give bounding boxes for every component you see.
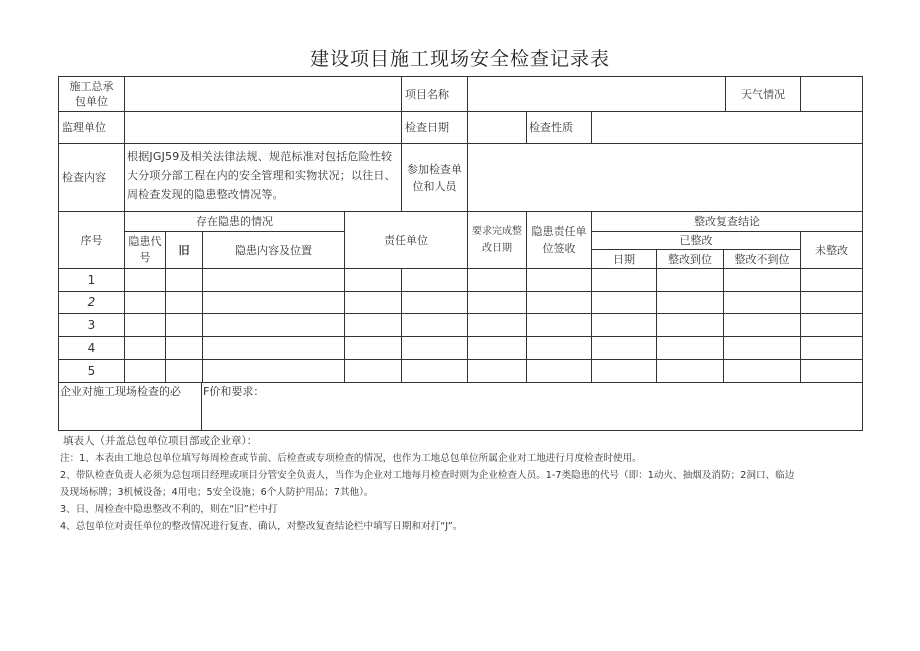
responsible-unit-label: 责任单位 — [384, 233, 428, 247]
participants-label: 参加检查单位和人员 — [407, 162, 462, 193]
grid-line — [58, 382, 863, 383]
rectified-label: 已整改 — [679, 234, 713, 247]
weather-value[interactable] — [801, 77, 862, 111]
evaluation-label: 企业对施工现场检查的必 — [60, 385, 181, 398]
evaluation-value[interactable] — [203, 400, 862, 430]
old-label: 旧 — [178, 243, 190, 257]
check-date-label: 检查日期 — [405, 121, 449, 134]
evaluation-label-continued: F价和要求： — [203, 385, 265, 398]
sign-label: 隐患责任单位签收 — [531, 225, 587, 255]
contractor-value[interactable] — [125, 77, 401, 111]
filler-note: 填表人（并盖总包单位项目部或企业章）： — [63, 435, 258, 447]
grid-line — [201, 382, 202, 430]
seq-label: 序号 — [80, 233, 103, 247]
grid-line — [58, 430, 863, 431]
weather-label: 天气情况 — [741, 87, 785, 101]
grid-line — [58, 313, 863, 314]
row-number: 4 — [87, 340, 96, 355]
note-4: 4、总包单位对责任单位的整改情况进行复查、确认，对整改复查结论栏中填写日期和对打“J”。 — [60, 521, 463, 532]
contractor-label: 施工总承包单位 — [69, 80, 114, 108]
supervisor-value[interactable] — [125, 112, 401, 143]
check-nature-label: 检查性质 — [529, 121, 573, 134]
row-number: 5 — [87, 363, 96, 378]
content-text: 根据JGJ59及相关法律法规、规范标准对包括危险性较大分项分部工程在内的安全管理和实物状况；以往日、周检查发现的隐患整改情况等。 — [127, 150, 396, 201]
grid-line — [58, 268, 863, 269]
check-nature-value[interactable] — [592, 112, 862, 143]
hazard-code-label: 隐患代号 — [128, 235, 162, 264]
rectified-ok-label: 整改到位 — [668, 252, 712, 266]
grid-line — [401, 268, 402, 382]
project-name-value[interactable] — [468, 77, 725, 111]
note-2: 2、带队检查负责人必须为总包项目经理或项目分管安全负责人，当作为企业对工地每月检查时则为企业检查人员。1-7类隐患的代号（即：1动火、抽烟及消防；2洞口、临边 — [60, 470, 795, 481]
grid-line — [58, 359, 863, 360]
grid-line — [862, 76, 863, 430]
grid-line — [656, 249, 657, 382]
participants-value[interactable] — [468, 144, 862, 211]
row-number: 2 — [87, 295, 96, 309]
rectified-not-ok-label: 整改不到位 — [734, 252, 790, 266]
date-label: 日期 — [613, 252, 635, 266]
page-title: 建设项目施工现场安全检查记录表 — [309, 48, 610, 70]
hazard-content-label: 隐患内容及位置 — [235, 243, 312, 257]
review-group-label: 整改复查结论 — [694, 215, 760, 228]
note-1: 注：1、本表由工地总包单位填写每周检查或节前、后检查或专项检查的情况，也作为工地总包单位所属企业对工地进行月度检查时使用。 — [60, 453, 642, 464]
not-rectified-label: 未整改 — [815, 243, 848, 257]
check-date-value[interactable] — [468, 112, 526, 143]
note-3: 3、日、周检查中隐患整改不利的，则在“旧”栏中打 — [60, 504, 278, 515]
row-number: 1 — [87, 272, 96, 287]
grid-line — [723, 249, 724, 382]
hazards-group-label: 存在隐患的情况 — [196, 215, 273, 228]
deadline-label: 要求完成整改日期 — [472, 226, 522, 254]
supervisor-label: 监理单位 — [62, 121, 106, 134]
row-number: 3 — [87, 317, 96, 332]
notes-section — [60, 432, 883, 535]
note-2-continued: 及现场标牌；3机械设备；4用电；5安全设施；6个人防护用品；7其他）。 — [60, 487, 374, 498]
grid-line — [58, 336, 863, 337]
grid-line — [58, 291, 863, 292]
project-name-label: 项目名称 — [405, 87, 449, 101]
content-label: 检查内容 — [62, 171, 106, 184]
